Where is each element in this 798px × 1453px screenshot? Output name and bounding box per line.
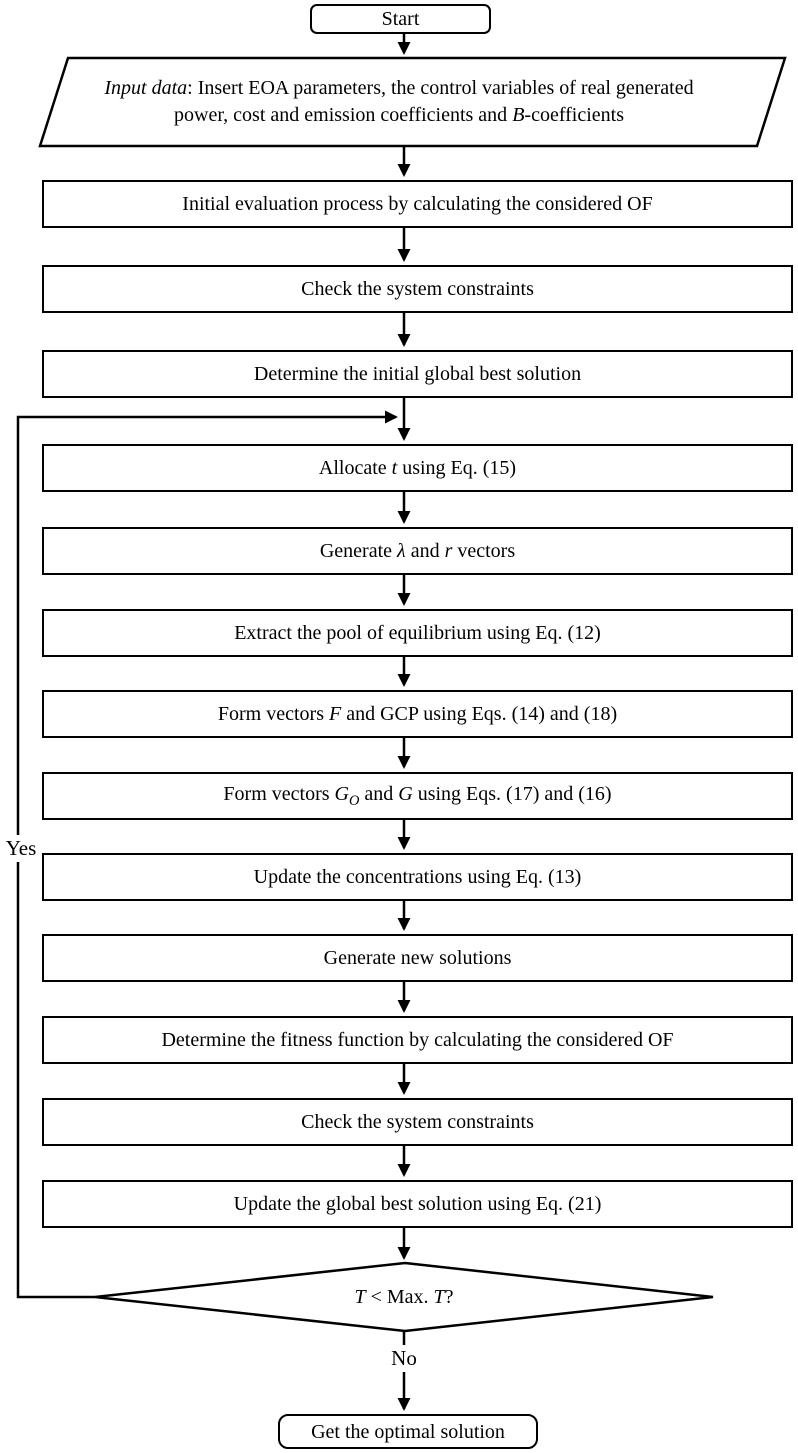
process-extract-pool [42,609,793,657]
decision-node [95,1263,713,1331]
process-label: Update the concentrations using Eq. (13) [253,866,582,888]
process-generate-new-solutions [42,934,793,982]
start-label: Start [381,8,420,30]
process-label: Generate new solutions [323,947,512,969]
start-node [310,4,491,34]
process-update-concentrations [42,853,793,901]
process-check-constraints-2 [42,1098,793,1146]
process-label: Form vectors F and GCP using Eqs. (14) and (18) [217,703,618,725]
end-label: Get the optimal solution [311,1420,505,1443]
process-label: Initial evaluation process by calculating the considered OF [182,193,653,215]
process-form-f-gcp [42,690,793,738]
process-form-go-g [42,772,793,820]
input-data-node [89,58,709,146]
decision-label: T < Max. T? [354,1286,454,1308]
process-label: Extract the pool of equilibrium using Eq. (12) [234,622,601,644]
process-determine-fitness [42,1016,793,1064]
process-update-global-best [42,1180,793,1228]
process-label: Generate λ and r vectors [319,540,516,562]
process-label: Check the system constraints [301,1111,534,1133]
yes-edge-label: Yes [0,835,42,862]
end-node [278,1414,538,1449]
process-label: Update the global best solution using Eq. (21) [233,1193,602,1215]
process-label: Form vectors $G_O$ and G using Eqs. (17) and (16) [223,783,612,810]
process-allocate-t [42,444,793,492]
process-check-constraints-1 [42,265,793,313]
input-data-label: Input data: Insert EOA parameters, the control variables of real generated power, cost and emission coefficients and B-coefficients [104,77,694,126]
process-label: Allocate t using Eq. (15) [318,457,517,479]
process-determine-initial-best [42,350,793,398]
process-label: Determine the fitness function by calculating the considered OF [161,1029,674,1051]
process-generate-vectors [42,527,793,575]
process-label: Check the system constraints [301,278,534,300]
process-initial-evaluation [42,180,793,228]
no-edge-label: No [383,1345,425,1372]
process-label: Determine the initial global best solution [253,363,582,385]
